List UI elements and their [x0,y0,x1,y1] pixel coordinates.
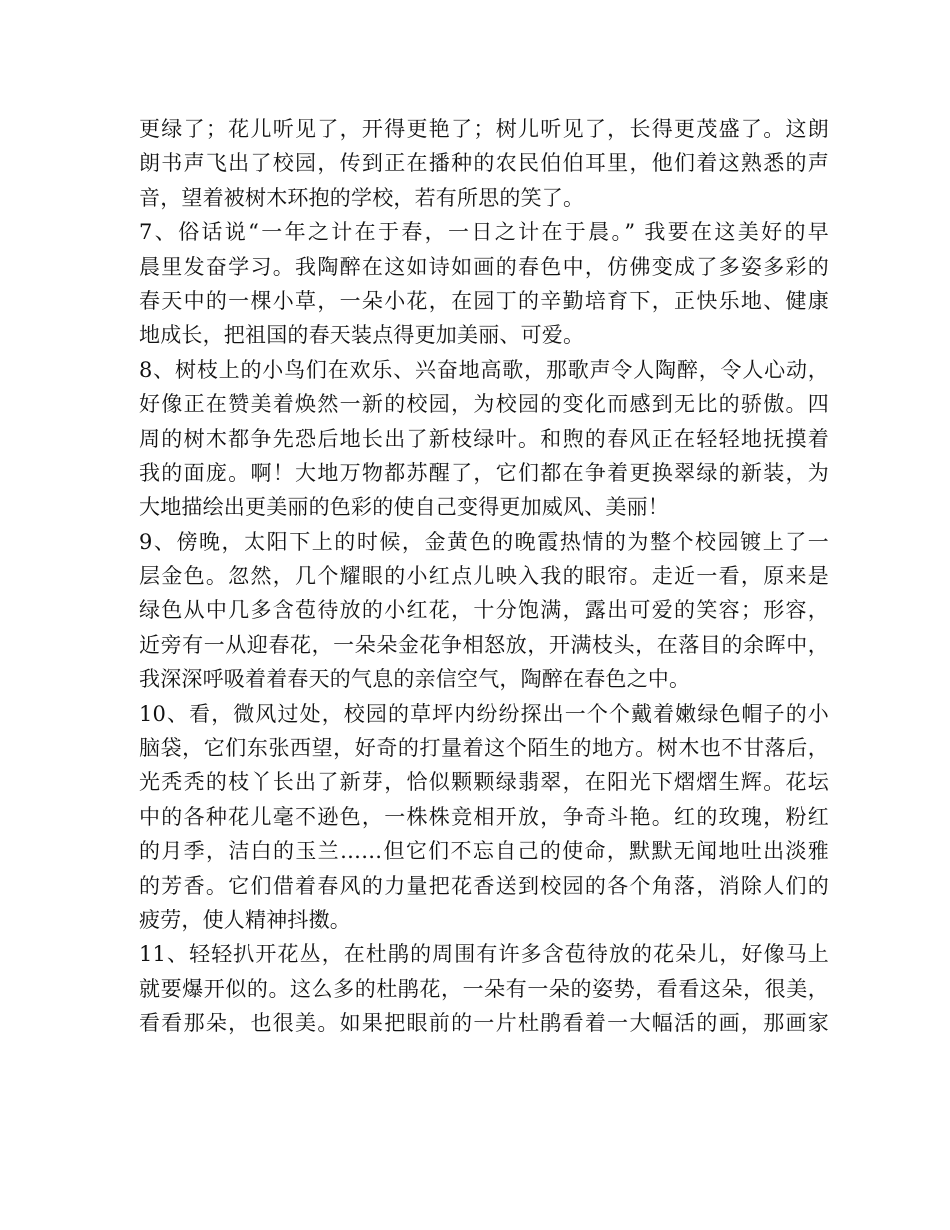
text-line: 晨里发奋学习。我陶醉在这如诗如画的春色中，仿佛变成了多姿多彩的 [139,254,829,279]
text-line: 疲劳，使人精神抖擞。 [139,907,351,932]
text-line: 中的各种花儿毫不逊色，一株株竞相开放，争奇斗艳。红的玫瑰，粉红 [139,804,829,829]
text-line: 9、傍晚，太阳下上的时候，金黄色的晚霞热情的为整个校园镀上了一 [139,529,829,554]
text-line: 我的面庞。啊！大地万物都苏醒了，它们都在争着更换翠绿的新装，为 [139,460,829,485]
text-line: 地成长，把祖国的春天装点得更加美丽、可爱。 [139,323,585,348]
text-line: 近旁有一从迎春花，一朵朵金花争相怒放，开满枝头，在落目的余晖中， [139,632,829,657]
text-line: 10、看，微风过处，校园的草坪内纷纷探出一个个戴着嫩绿色帽子的小 [139,701,829,726]
text-line: 音，望着被树木环抱的学校，若有所思的笑了。 [139,185,585,210]
text-line: 就要爆开似的。这么多的杜鹃花，一朵有一朵的姿势，看看这朵，很美， [139,976,829,1001]
text-line: 更绿了；花儿听见了，开得更艳了；树儿听见了，长得更茂盛了。这朗 [139,117,829,141]
text-line: 7、俗话说“一年之计在于春，一日之计在于晨。” 我要在这美好的早 [139,220,829,245]
text-line: 大地描绘出更美丽的色彩的使自己变得更加威风、美丽！ [139,495,669,520]
body-text [139,112,829,1041]
text-line: 我深深呼吸着着春天的气息的亲信空气，陶醉在春色之中。 [139,667,691,692]
text-line: 层金色。忽然，几个耀眼的小红点儿映入我的眼帘。走近一看，原来是 [139,564,829,589]
text-line: 绿色从中几多含苞待放的小红花，十分饱满，露出可爱的笑容；形容， [139,598,829,623]
text-line: 11、轻轻扒开花丛，在杜鹃的周围有许多含苞待放的花朵儿，好像马上 [139,942,829,967]
text-line: 好像正在赞美着焕然一新的校园，为校园的变化而感到无比的骄傲。四 [139,392,829,417]
text-line: 的芳香。它们借着春风的力量把花香送到校园的各个角落，消除人们的 [139,873,829,898]
text-line: 周的树木都争先恐后地长出了新枝绿叶。和煦的春风正在轻轻地抚摸着 [139,426,829,451]
text-line: 光秃秃的枝丫长出了新芽，恰似颗颗绿翡翠，在阳光下熠熠生辉。花坛 [139,770,829,795]
text-line: 春天中的一棵小草，一朵小花，在园丁的辛勤培育下，正快乐地、健康 [139,288,829,313]
text-line: 的月季，洁白的玉兰……但它们不忘自己的使命，默默无闻地吐出淡雅 [139,839,829,864]
text-line: 朗书声飞出了校园，传到正在播种的农民伯伯耳里，他们着这熟悉的声 [139,151,829,176]
text-line: 看看那朵，也很美。如果把眼前的一片杜鹃看着一大幅活的画，那画家 [139,1011,829,1036]
text-line: 8、树枝上的小鸟们在欢乐、兴奋地高歌，那歌声令人陶醉，令人心动， [139,357,829,382]
text-line: 脑袋，它们东张西望，好奇的打量着这个陌生的地方。树木也不甘落后， [139,736,829,761]
